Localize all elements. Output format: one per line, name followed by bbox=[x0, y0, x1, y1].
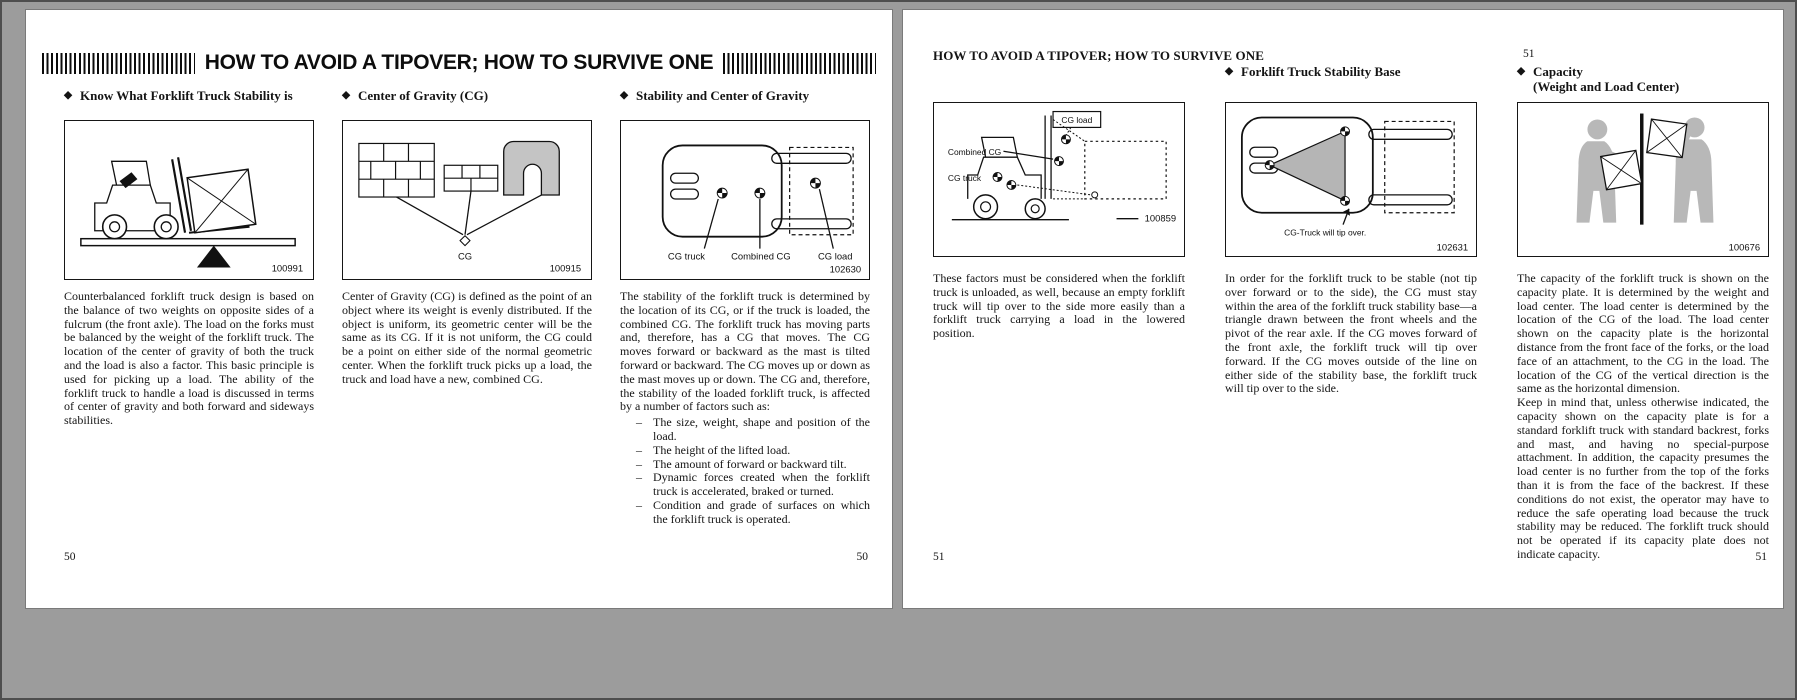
paragraph-text: These factors must be considered when the forklift truck is unloaded, as well, because an empty forklift truck will tip over to the side more easily than a forklift truck carrying a load in the lowered position. bbox=[933, 271, 1185, 341]
figure-forklift-balance bbox=[64, 120, 314, 280]
stability-base-triangle bbox=[1270, 131, 1345, 200]
paragraph-capacity bbox=[1517, 272, 1769, 562]
tip-over-caption: CG-Truck will tip over. bbox=[1284, 227, 1367, 238]
cg-truck-label: CG truck bbox=[947, 172, 982, 183]
cg-load-label: CG load bbox=[818, 250, 853, 262]
diamond-bullet-icon: ◆ bbox=[1517, 66, 1526, 77]
heading-capacity bbox=[1517, 64, 1769, 94]
list-item-text: The height of the lifted load. bbox=[653, 442, 791, 457]
heading-text: Forklift Truck Stability Base bbox=[1241, 64, 1401, 79]
cg-symbol-icon bbox=[1341, 127, 1350, 136]
paragraph-know-stability bbox=[64, 290, 314, 428]
dash-marker: – bbox=[636, 456, 642, 471]
left-page-columns bbox=[64, 88, 892, 527]
stability-triangle-illustration bbox=[1226, 103, 1476, 256]
diamond-bullet-icon: ◆ bbox=[64, 90, 73, 101]
page-number-bottom-left: 51 bbox=[933, 551, 945, 563]
forklift-balance-illustration bbox=[65, 121, 313, 279]
page-number-bottom-right: 50 bbox=[856, 551, 868, 563]
cg-load-symbol-icon bbox=[1061, 135, 1070, 144]
dash-marker: – bbox=[636, 415, 642, 430]
column-capacity bbox=[1517, 64, 1769, 562]
diamond-bullet-icon: ◆ bbox=[620, 90, 629, 101]
list-item bbox=[636, 416, 870, 444]
combined-cg-label: Combined CG bbox=[947, 147, 1002, 158]
paragraph-text: Counterbalanced forklift truck design is based on the balance of two weights on opposite sides of a fulcrum (the front axle). The load on the forks must be balanced by the weight of the forklift truck. The location of the center of gravity of both the truck and the load is also a factor. This basic principle is used for picking up a load. The ability of the forklift truck to handle a load is discussed in terms of center of gravity and both forward and sideways stabilities. bbox=[64, 289, 314, 428]
load-center-illustration bbox=[1518, 103, 1768, 256]
stability-factors-list bbox=[620, 416, 870, 526]
figure-number: 100859 bbox=[1144, 212, 1177, 224]
combined-cg-symbol-icon bbox=[1055, 157, 1064, 166]
load-box-right bbox=[1647, 119, 1687, 157]
figure-number: 100991 bbox=[271, 262, 304, 274]
cg-symbol-icon bbox=[1265, 161, 1274, 170]
paragraph-stability-base bbox=[1225, 272, 1477, 396]
heading-text: Know What Forklift Truck Stability is bbox=[80, 88, 293, 103]
paragraph-stability-and-cg bbox=[620, 290, 870, 414]
figure-number: 100915 bbox=[549, 262, 582, 274]
paragraph-text: Center of Gravity (CG) is defined as the point of an object where its weight is evenly distributed. If the object is uniform, its geometric center will be the same as its CG. If it is not uniform, the CG could be a point on either side of the normal geometric center. When the forklift truck picks up a load, the truck and load have a new, combined CG. bbox=[342, 289, 592, 386]
paragraph-text: The stability of the forklift truck is determined by the location of its CG, or if the truck is loaded, the combined CG. The forklift truck has moving parts and, therefore, has a CG that moves. The CG moves forward or backward as the mast is tilted forward or backward. The CG moves up or down as the mast moves up or down. The CG and, therefore, the stability of the loaded forklift truck, is affected by a number of factors such as: bbox=[620, 289, 870, 414]
heading-know-stability bbox=[64, 88, 314, 108]
page-number-bottom-left: 50 bbox=[64, 551, 76, 563]
combined-cg-symbol-icon bbox=[755, 188, 765, 198]
diamond-bullet-icon: ◆ bbox=[342, 90, 351, 101]
load-center-divider-line bbox=[1640, 114, 1643, 225]
page-number-bottom-right: 51 bbox=[1755, 551, 1767, 563]
paragraph-text: In order for the forklift truck to be stable (not tip over forward or to the side), the CG must stay within the area of the forklift truck stability base—a triangle drawn between the front wheels and the pivot of the rear axle. If the CG moves forward of the front axle, the forklift truck will tip over forward. If the CG moves outside of the line on either side of the stability base, the forklift truck will tip over to the side. bbox=[1225, 271, 1477, 396]
figure-stability-triangle bbox=[1225, 102, 1477, 257]
dash-marker: – bbox=[636, 470, 642, 485]
empty-heading-slot bbox=[933, 64, 1185, 102]
paragraph-text: Keep in mind that, unless otherwise indicated, the capacity shown on the capacity plate is for a standard forklift truck with standard backrest, forks and mast, and having no special-purpose attachment. In addition, the capacity presumes the load center is no further from the top of the forks than it is from the face of the backrest. If these conditions do not exist, the operator may have to reduce the safe operating load because the truck stability may be reduced. The forklift truck should not be operated if its capacity plate does not indicate capacity. bbox=[1517, 395, 1769, 561]
heading-slot bbox=[1517, 64, 1769, 102]
list-item-text: The size, weight, shape and position of the load. bbox=[653, 415, 870, 443]
diamond-bullet-icon: ◆ bbox=[1225, 66, 1234, 77]
heading-text bbox=[1533, 64, 1679, 94]
cg-truck-symbol-icon bbox=[717, 188, 727, 198]
title-bars-left-decoration bbox=[42, 53, 195, 74]
heading-stability-and-cg bbox=[620, 88, 870, 108]
list-item bbox=[636, 471, 870, 499]
paragraph-unloaded-factors bbox=[933, 272, 1185, 341]
title-bars-right-decoration bbox=[723, 53, 876, 74]
heading-slot bbox=[1225, 64, 1477, 102]
heading-text: Center of Gravity (CG) bbox=[358, 88, 489, 103]
cg-truck-label: CG truck bbox=[667, 250, 706, 262]
arch-object-icon bbox=[504, 141, 560, 195]
figure-number: 102631 bbox=[1436, 241, 1469, 253]
cg-truck-symbol-icon bbox=[1007, 180, 1016, 189]
column-center-of-gravity bbox=[342, 88, 592, 527]
forklift-sideview-illustration bbox=[934, 103, 1184, 256]
cg-symbol-icon bbox=[1341, 196, 1350, 205]
dash-marker: – bbox=[636, 497, 642, 512]
figure-forklift-topview-cg bbox=[620, 120, 870, 280]
manual-page-51 bbox=[903, 10, 1783, 608]
heading-line-1: Capacity bbox=[1533, 64, 1583, 79]
column-know-stability bbox=[64, 88, 314, 527]
column-unloaded-factors bbox=[933, 64, 1185, 562]
manual-page-50 bbox=[26, 10, 892, 608]
figure-number: 100676 bbox=[1728, 241, 1761, 253]
list-item-text: Condition and grade of surfaces on which the forklift truck is operated. bbox=[653, 497, 870, 526]
cg-load-symbol-icon bbox=[810, 178, 820, 188]
forklift-topview-illustration bbox=[621, 121, 869, 279]
figure-load-center-people bbox=[1517, 102, 1769, 257]
paragraph-text: The capacity of the forklift truck is shown on the capacity plate. It is determined by the weight and load center. The load center is determined by the location of the CG of the load. The load center shown on the capacity plate is the horizontal distance from the front face of the forks, or the load face of an attachment, to the CG in the load. The location of the CG of the vertical direction is the same as the horizontal dimension. bbox=[1517, 271, 1769, 396]
running-header: HOW TO AVOID A TIPOVER; HOW TO SURVIVE ONE bbox=[933, 48, 1264, 63]
heading-line-2: (Weight and Load Center) bbox=[1533, 79, 1680, 94]
figure-number: 102630 bbox=[829, 263, 862, 275]
cg-label: CG bbox=[457, 250, 473, 262]
heading-text: Stability and Center of Gravity bbox=[636, 88, 810, 103]
page-title bbox=[42, 50, 876, 76]
column-stability-and-cg bbox=[620, 88, 870, 527]
list-item-text: Dynamic forces created when the forklift truck is accelerated, braked or turned. bbox=[653, 470, 870, 499]
page-number-top-right: 51 bbox=[1523, 48, 1535, 60]
figure-forklift-sideview-cg bbox=[933, 102, 1185, 257]
column-stability-base bbox=[1225, 64, 1477, 562]
dash-marker: – bbox=[636, 442, 642, 457]
cg-truck-symbol-icon bbox=[993, 173, 1002, 182]
figure-bricks-cg bbox=[342, 120, 592, 280]
heading-stability-base bbox=[1225, 64, 1477, 84]
list-item bbox=[636, 458, 870, 472]
cg-point-icon bbox=[460, 236, 470, 246]
heading-center-of-gravity bbox=[342, 88, 592, 108]
list-item bbox=[636, 444, 870, 458]
list-item bbox=[636, 499, 870, 527]
combined-cg-label: Combined CG bbox=[731, 250, 791, 262]
paragraph-center-of-gravity bbox=[342, 290, 592, 387]
page-title-text: HOW TO AVOID A TIPOVER; HOW TO SURVIVE ONE bbox=[204, 51, 714, 74]
bricks-cg-illustration bbox=[343, 121, 591, 279]
load-box-left bbox=[1601, 150, 1642, 189]
right-page-columns bbox=[933, 64, 1783, 562]
fulcrum-triangle-icon bbox=[197, 246, 231, 268]
cg-load-box-label: CG load bbox=[1061, 114, 1093, 125]
list-item-text: The amount of forward or backward tilt. bbox=[653, 456, 847, 471]
